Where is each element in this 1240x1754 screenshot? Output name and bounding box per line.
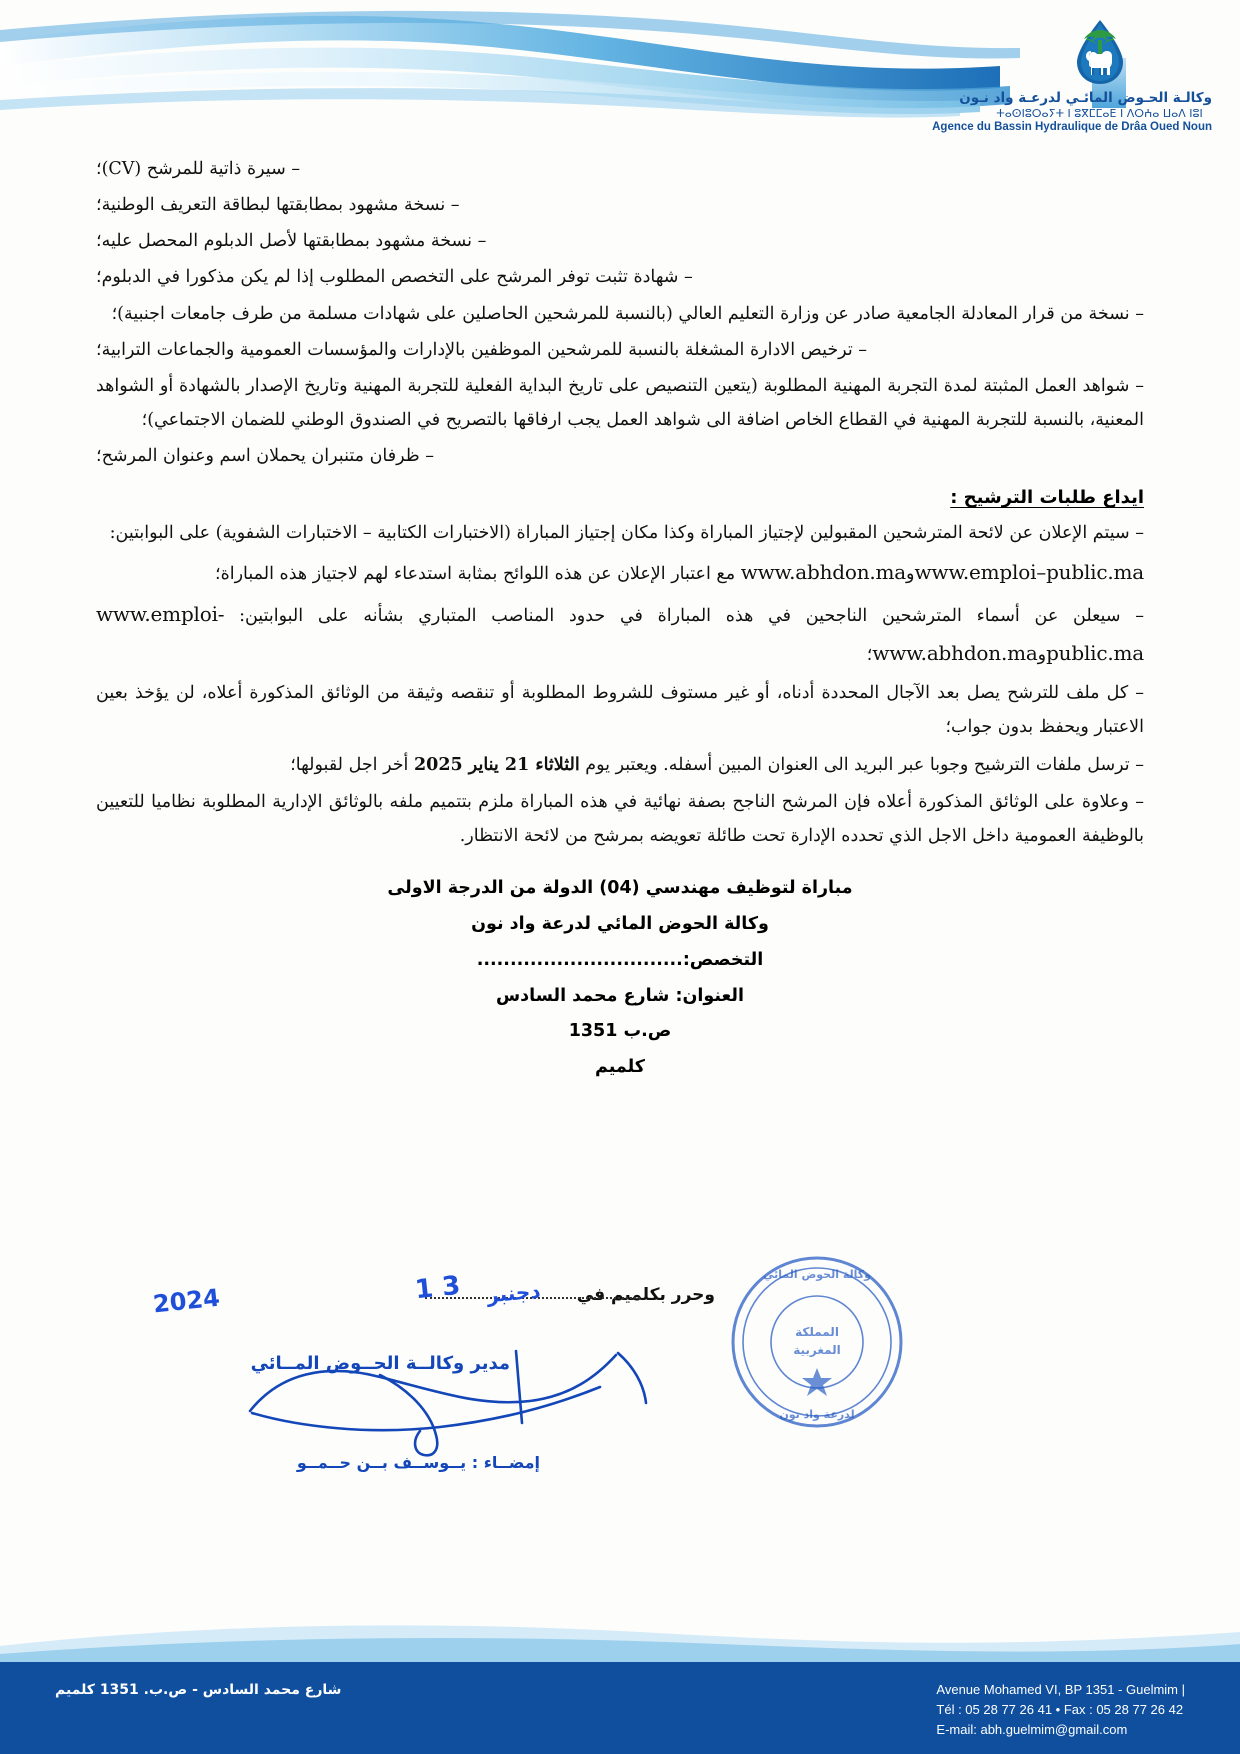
address-city: كلميم — [595, 1057, 645, 1078]
url-abhdon[interactable]: www.abhdon.ma — [740, 560, 907, 585]
signature-name-label: إمضــاء : يــوســف بــن حــمــو — [296, 1453, 540, 1472]
address-competition-title: مباراة لتوظيف مهندسي (04) الدولة من الدرجة الاولى — [387, 877, 853, 898]
required-documents-list — [96, 152, 1144, 473]
svg-text:المغربية: المغربية — [793, 1343, 841, 1357]
conjunction-waw: و — [906, 564, 915, 585]
written-at-label: وحرر بكلميم في — [576, 1285, 715, 1305]
paragraph-announcement-portals: – سيتم الإعلان عن لائحة المترشحين المقبولين لإجتياز المباراة وكذا مكان إجتياز المباراة (الاختبارات الكتابية – الاختبارات الشفوية) على البوابتين: — [109, 523, 1144, 544]
logo-arabic-name: وكالـة الحـوض المائـي لدرعـة واد نـون — [959, 90, 1212, 106]
handwritten-signature — [230, 1315, 660, 1465]
document-body — [96, 152, 1144, 1086]
handwritten-day: 3 1 — [413, 1270, 462, 1306]
mailing-address-block — [96, 871, 1144, 1086]
address-street: العنوان: شارع محمد السادس — [496, 985, 744, 1006]
logo-french-name: Agence du Bassin Hydraulique de Drâa Oued Noun — [932, 121, 1212, 134]
list-item: – نسخة من قرار المعادلة الجامعية صادر عن وزارة التعليم العالي (بالنسبة للمرشحين الحاصلين على شهادات مسلمة من طرف جامعات اجنبية)؛ — [111, 303, 1144, 324]
logo-tifinagh-name: ⵜⴰⵙⵏⵓⵔⴰⵢⵜ ⵏ ⵓⴳⵎⵎⴰⴹ ⵏ ⴷⵔⵄⴰ ⵡⴰⴷ ⵏⵓⵏ — [996, 106, 1203, 120]
paragraph-portal-urls-1 — [96, 553, 1144, 592]
svg-text:وكالة الحوض المائي: وكالة الحوض المائي — [762, 1268, 872, 1281]
list-item: – شواهد العمل المثبتة لمدة التجربة المهنية المطلوبة (يتعين التنصيص على تاريخ البداية الفعلية للتجربة المهنية وتاريخ الإصدار بالشهادة أو الشواهد المعنية، بالنسبة للتجربة المهنية في القطاع الخاص اضافة الى شواهد العمل يجب ارفاقها بالتصريح في الصندوق الوطني للضمان الاجتماعي)؛ — [96, 375, 1144, 430]
footer-arabic-address: شارع محمد السادس - ص.ب. 1351 كلميم — [55, 1681, 342, 1698]
official-round-stamp — [725, 1250, 910, 1435]
url-emploi-public-2[interactable]: www.emploi-public.ma — [96, 602, 1144, 666]
svg-text:المملكة: المملكة — [795, 1325, 839, 1339]
handwritten-month: دجنبر — [485, 1278, 541, 1308]
footer-email[interactable]: E-mail: abh.guelmim@gmail.com — [936, 1721, 1128, 1737]
footer-wave-graphic — [0, 1606, 1240, 1666]
list-item: – ظرفان متنبران يحملان اسم وعنوان المرشح؛ — [96, 446, 435, 466]
section-heading-deposit: ايداع طلبات الترشيح : — [950, 487, 1144, 509]
list-item: – سيرة ذاتية للمرشح (CV)؛ — [96, 159, 301, 179]
address-agency-name: وكالة الحوض المائي لدرعة واد نون — [471, 913, 769, 934]
conjunction-waw-2: و — [1037, 645, 1047, 666]
agency-logo — [932, 18, 1212, 135]
url-emploi-public[interactable]: www.emploi–public.ma — [914, 560, 1144, 585]
paragraph-results-portals — [96, 595, 1144, 673]
address-specialty-label: التخصص: ..... — [96, 943, 1144, 979]
paragraph-late-files: – كل ملف للترشح يصل بعد الآجال المحددة أدناه، أو غير مستوف للشروط المطلوبة أو تنقصه وثيقة من الوثائق المذكورة أعلاه، لن يؤخذ بعين الاعتبار ويحفظ بدون جواب؛ — [96, 683, 1144, 738]
list-item: – شهادة تثبت توفر المرشح على التخصص المطلوب إذا لم يكن مذكورا في الدبلوم؛ — [96, 267, 693, 288]
semicolon: ؛ — [866, 645, 873, 666]
results-text: – سيعلن عن أسماء المترشحين الناجحين في هذه المباراة في حدود المناصب المتباري بشأنه على البوابتين: — [239, 606, 1144, 627]
deadline-prefix: – ترسل ملفات الترشيح وجوبا عبر البريد الى العنوان المبين أسفله. ويعتبر يوم — [579, 754, 1144, 775]
page-footer — [0, 1606, 1240, 1754]
svg-text:لدرعة واد نون: لدرعة واد نون — [779, 1408, 855, 1421]
footer-address-fr: Avenue Mohamed VI, BP 1351 - Guelmim | — [936, 1681, 1185, 1697]
list-item: – نسخة مشهود بمطابقتها لأصل الدبلوم المحصل عليه؛ — [96, 231, 487, 252]
footer-phone-fax: Tél : 05 28 77 26 41 • Fax : 05 28 77 26 42 — [936, 1701, 1184, 1717]
deadline-suffix: أخر اجل لقبولها؛ — [290, 754, 414, 775]
list-item: – ترخيص الادارة المشغلة بالنسبة للمرشحين الموظفين بالإدارات والمؤسسات العمومية والجماعات الترابية؛ — [96, 339, 868, 360]
handwritten-year: 2024 — [151, 1283, 222, 1319]
paragraph-deadline — [96, 748, 1144, 782]
list-item: – نسخة مشهود بمطابقتها لبطاقة التعريف الوطنية؛ — [96, 195, 460, 216]
announcement-convocation-text: مع اعتبار الإعلان عن هذه اللوائح بمثابة استدعاء لهم لاجتياز هذه المباراة؛ — [215, 564, 736, 585]
footer-french-block — [936, 1680, 1185, 1740]
paragraph-additional-documents: – وعلاوة على الوثائق المذكورة أعلاه فإن المرشح الناجح بصفة نهائية في هذه المباراة ملزم بتتميم ملفه بالوثائق الإدارية المطلوبة نظاميا للتعيين بالوظيفة العمومية داخل الاجل الذي تحدده الإدارة تحت طائلة تعويضه بمرشح من لائحة الانتظار. — [96, 791, 1144, 846]
deadline-date: الثلاثاء 21 يناير 2025 — [413, 754, 580, 775]
footer-contact-row — [0, 1680, 1240, 1740]
url-abhdon-2[interactable]: www.abhdon.ma — [872, 641, 1038, 666]
water-drop-palm-camel-logo-icon — [1067, 18, 1133, 88]
signature-area — [0, 1255, 1240, 1505]
address-po-box: ص.ب 1351 — [568, 1021, 672, 1042]
director-title-stamp: مدير وكالــة الحــوض المــائي — [250, 1353, 510, 1374]
